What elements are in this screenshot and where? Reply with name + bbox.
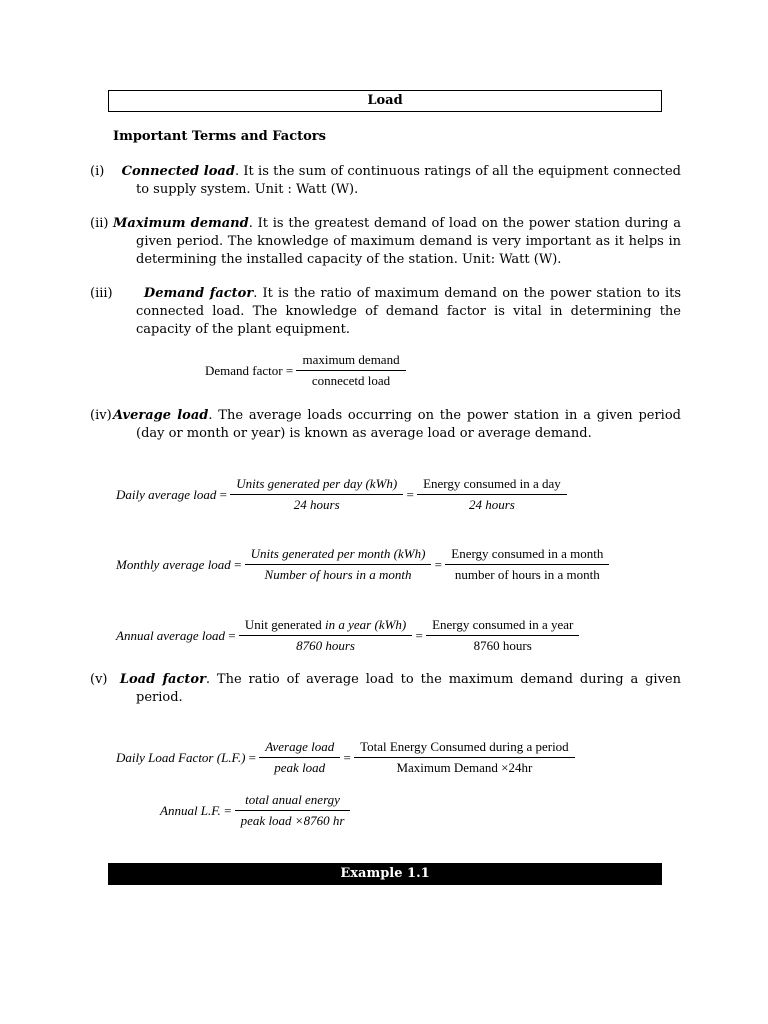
numerator: Energy consumed in a day — [417, 476, 567, 495]
equals-sign: = — [228, 627, 236, 643]
item-term: Maximum demand — [113, 216, 249, 231]
equals-sign: = — [285, 362, 294, 378]
item-text: . It is the ratio of maximum demand on the power station to its connected load. The knowledge of demand factor is vital in determining the capacity of the plant equipment. — [136, 286, 682, 337]
numerator: maximum demand — [296, 352, 405, 371]
item-text: . The ratio of average load to the maximum demand during a given period. — [136, 672, 681, 705]
fraction — [230, 476, 403, 513]
fraction — [445, 546, 609, 583]
denominator: 8760 hours — [296, 638, 355, 653]
denominator: peak load ×8760 hr — [240, 813, 345, 828]
fraction — [417, 476, 567, 513]
item-term: Connected load — [121, 164, 235, 179]
equals-sign: = — [234, 556, 242, 572]
equation-demand-factor — [205, 352, 406, 389]
equation-daily-average-load — [116, 476, 567, 513]
item-term: Average load — [113, 408, 209, 423]
item-term: Load factor — [119, 672, 206, 687]
definition-average-load: (iv)Average load. The average loads occurring on the power station in a given period (day or month or year) is known as average load or average demand. — [90, 408, 681, 441]
numerator-part: in a year (kWh) — [325, 617, 407, 632]
equals-sign: = — [406, 486, 414, 502]
equation-lhs: Annual average load — [116, 627, 226, 643]
equals-sign: = — [434, 556, 442, 572]
numerator-part: Unit generated — [244, 617, 322, 632]
equals-sign: = — [415, 627, 423, 643]
numerator: Energy consumed in a month — [445, 546, 609, 565]
numerator: Units generated per month (kWh) — [245, 546, 432, 565]
item-text: . The average loads occurring on the power station in a given period (day or month or year) is known as average load or average demand. — [136, 408, 681, 441]
numerator: Units generated per day (kWh) — [230, 476, 403, 495]
numerator: Energy consumed in a year — [426, 617, 579, 636]
section-heading: Important Terms and Factors — [113, 129, 326, 144]
equation-daily-load-factor — [116, 739, 575, 776]
item-term: Demand factor — [143, 286, 254, 301]
numerator: Average load — [259, 739, 340, 758]
equation-annual-load-factor — [160, 792, 350, 829]
fraction — [235, 792, 351, 829]
denominator: 8760 hours — [473, 638, 532, 653]
fraction — [426, 617, 579, 654]
equation-annual-average-load — [116, 617, 579, 654]
definition-load-factor: (v) Load factor. The ratio of average load to the maximum demand during a given period. — [90, 672, 681, 705]
denominator: connecetd load — [311, 373, 391, 388]
definition-demand-factor: (iii) Demand factor. It is the ratio of maximum demand on the power station to its connected load. The knowledge of demand factor is vital in determining the capacity of the plant equipment. — [90, 286, 682, 337]
example-heading: Example 1.1 — [108, 863, 662, 885]
equation-lhs: Daily average load — [116, 486, 217, 502]
fraction — [245, 546, 432, 583]
denominator: Maximum Demand ×24hr — [396, 760, 533, 775]
fraction — [296, 352, 405, 389]
equation-monthly-average-load — [116, 546, 609, 583]
page-title: Load — [108, 90, 662, 112]
equation-lhs: Monthly average load — [116, 556, 231, 572]
equals-sign: = — [248, 749, 256, 765]
denominator: number of hours in a month — [454, 567, 600, 582]
numerator: total anual energy — [235, 792, 351, 811]
denominator: 24 hours — [468, 497, 515, 512]
equation-lhs: Daily Load Factor (L.F.) — [116, 749, 246, 765]
item-text: . It is the sum of continuous ratings of all the equipment connected to supply system. Unit : Watt (W). — [136, 164, 682, 197]
item-text: . It is the greatest demand of load on the power station during a given period. The knowledge of maximum demand is very important as it helps in determining the installed capacity of the station. Unit: Watt (W). — [136, 216, 681, 267]
numerator: Total Energy Consumed during a period — [354, 739, 575, 758]
equals-sign: = — [343, 749, 351, 765]
fraction — [239, 617, 412, 654]
numerator — [239, 617, 412, 636]
equation-lhs: Annual L.F. — [160, 802, 221, 818]
equals-sign: = — [219, 486, 227, 502]
definition-maximum-demand: (ii) Maximum demand. It is the greatest demand of load on the power station during a given period. The knowledge of maximum demand is very important as it helps in determining the installed capacity of the station. Unit: Watt (W). — [90, 216, 681, 267]
fraction — [259, 739, 340, 776]
denominator: peak load — [274, 760, 326, 775]
definition-connected-load: (i) Connected load. It is the sum of continuous ratings of all the equipment connected to supply system. Unit : Watt (W). — [90, 164, 682, 197]
equals-sign: = — [224, 802, 232, 818]
denominator: 24 hours — [293, 497, 340, 512]
fraction — [354, 739, 575, 776]
denominator: Number of hours in a month — [264, 567, 412, 582]
equation-lhs: Demand factor — [205, 362, 283, 378]
